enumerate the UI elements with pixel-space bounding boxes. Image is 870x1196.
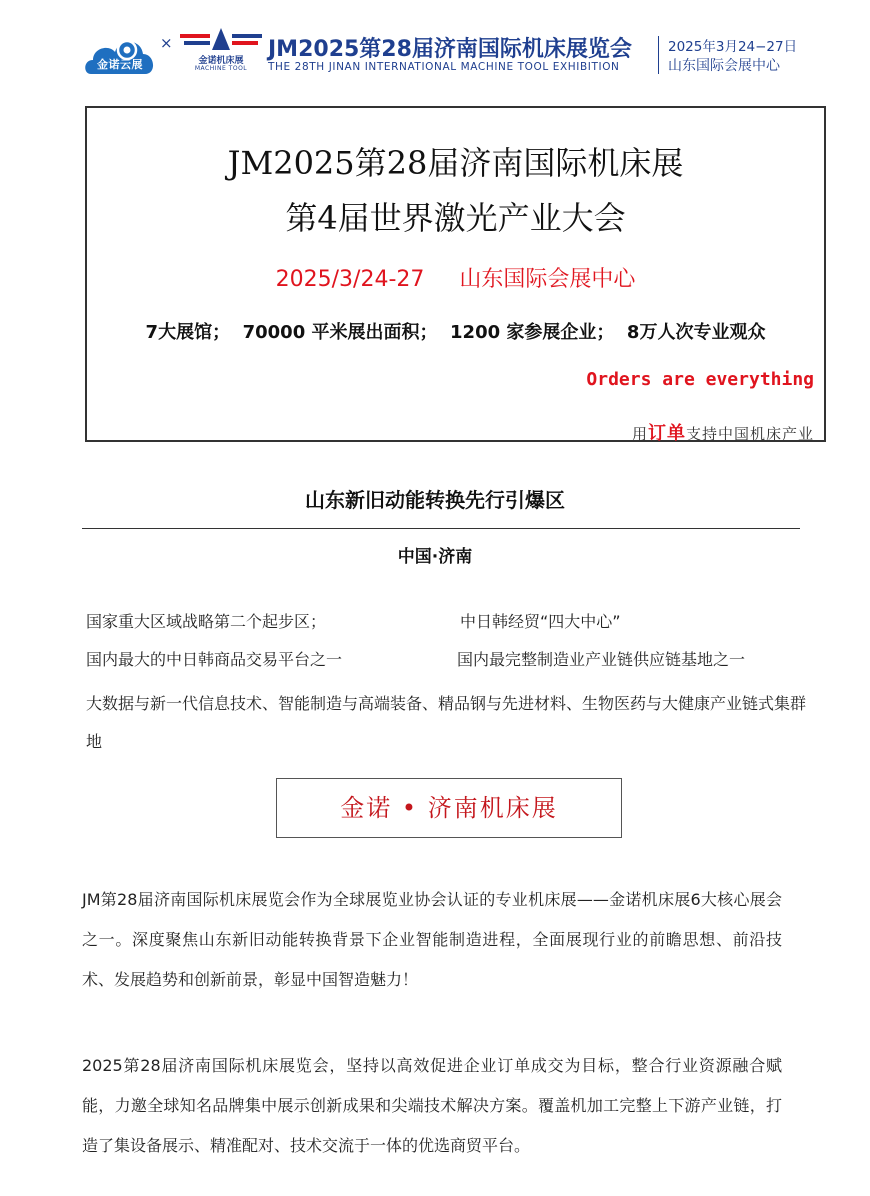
event-tagline (632, 419, 814, 445)
exhibition-title: JM2025第28届济南国际机床展览会 (268, 37, 632, 62)
event-title-line2: 第4届世界激光产业大会 (285, 199, 626, 237)
cloud-logo-text: 金诺云展 (97, 58, 143, 71)
feature-item: 大数据与新一代信息技术、智能制造与高端装备、精品钢与先进材料、生物医药与大健康产业链式集群地 (86, 694, 807, 751)
exhibition-subtitle: THE 28TH JINAN INTERNATIONAL MACHINE TOOL EXHIBITION (268, 61, 620, 73)
event-title-line1: JM2025第28届济南国际机床展 (227, 144, 684, 182)
feature-item: 国家重大区域战略第二个起步区； (86, 612, 327, 631)
header-divider (658, 36, 659, 74)
intro-paragraph: 2025第28届济南国际机床展览会，坚持以高效促进企业订单成交为目标，整合行业资源融合赋能，力邀全球知名品牌集中展示创新成果和尖端技术解决方案。覆盖机加工完整上下游产业链，打造了集设备展示、精准配对、技术交流于一体的优选商贸平台。 (82, 1056, 782, 1155)
jinnuo-cloud-logo (83, 30, 157, 76)
event-date-venue: 2025/3/24-27 山东国际会展中心 (275, 267, 636, 292)
machine-logo-en: MACHINE TOOL (194, 65, 248, 72)
brand-tag-box (276, 778, 622, 838)
section-title: 山东新旧动能转换先行引爆区 (305, 488, 565, 512)
machine-tool-logo (178, 26, 264, 74)
exhibition-date: 2025年3月24−27日 (668, 39, 798, 55)
event-slogan: Orders are everything (586, 369, 814, 390)
section-divider (82, 528, 800, 529)
tagline-pre: 用 (631, 425, 648, 443)
brand-tag-text: 金诺 • 济南机床展 (340, 794, 558, 822)
event-stats: 7大展馆； 70000 平米展出面积； 1200 家参展企业； 8万人次专业观众 (145, 322, 766, 343)
tagline-highlight: 订单 (647, 423, 686, 444)
exhibition-venue: 山东国际会展中心 (668, 58, 780, 74)
feature-item: 中日韩经贸“四大中心” (460, 612, 621, 631)
event-info-box (85, 106, 826, 442)
intro-paragraph: JM第28届济南国际机床展览会作为全球展览业协会认证的专业机床展——金诺机床展6大核心展会之一。深度聚焦山东新旧动能转换背景下企业智能制造进程，全面展现行业的前瞻思想、前沿技术、发展趋势和创新前景，彰显中国智造魅力！ (82, 890, 782, 989)
section-city: 中国·济南 (397, 547, 473, 567)
feature-item: 国内最大的中日韩商品交易平台之一 (86, 650, 343, 669)
feature-item: 国内最完整制造业产业链供应链基地之一 (457, 650, 746, 669)
machine-logo-cn: 金诺机床展 (198, 56, 244, 66)
machine-tool-logo-icon (178, 26, 264, 54)
times-sign: × (160, 34, 173, 52)
event-header (0, 18, 870, 78)
tagline-post: 支持中国机床产业 (685, 425, 814, 443)
